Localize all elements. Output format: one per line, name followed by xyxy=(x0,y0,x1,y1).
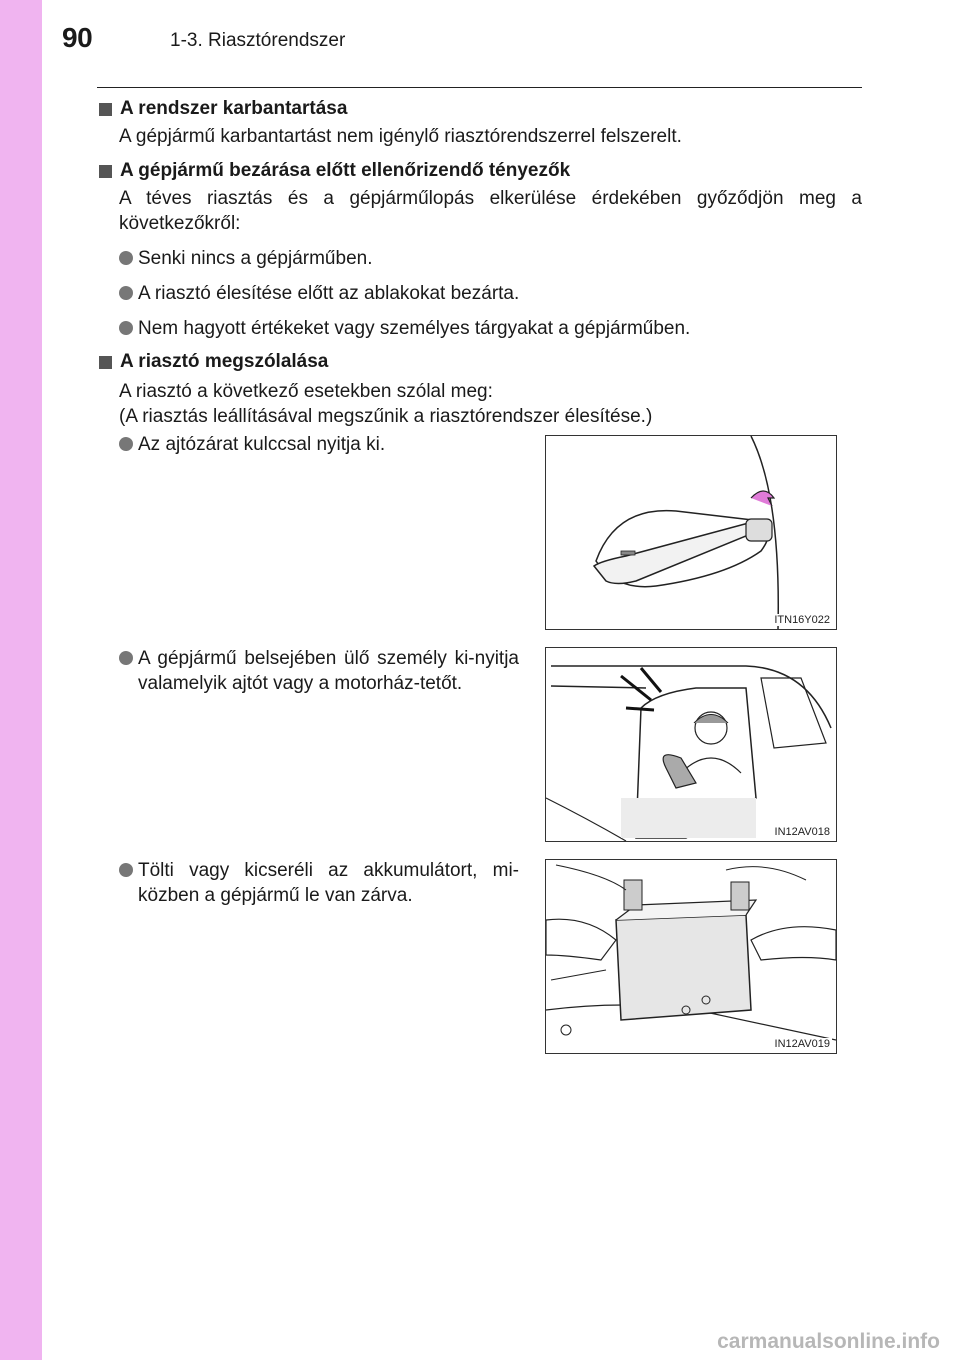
circle-bullet-icon xyxy=(119,437,133,451)
section-text: (A riasztás leállításával megszűnik a riasztórendszer élesítése.) xyxy=(119,406,653,427)
section-text: A téves riasztás és a gépjárműlopás elkerülése érdekében győződjön meg a következőkről: xyxy=(119,188,862,234)
page-number: 90 xyxy=(62,22,93,53)
battery-illustration xyxy=(546,860,836,1053)
figure-bullet-2: A gépjármű belsejében ülő személy ki-nyitja valamelyik ajtót vagy a motorház-tetőt. xyxy=(119,646,519,696)
figure-bullet-3: Tölti vagy kicseréli az akkumulátort, mi-közben a gépjármű le van zárva. xyxy=(119,858,519,908)
list-item: Senki nincs a gépjárműben. xyxy=(119,246,862,271)
opened-door-illustration xyxy=(546,648,836,841)
main-content xyxy=(97,96,862,429)
figure-door-handle xyxy=(545,435,837,630)
list-item: A riasztó élesítése előtt az ablakokat bezárta. xyxy=(119,281,862,306)
list-item: Nem hagyott értékeket vagy személyes tárgyakat a gépjárműben. xyxy=(119,316,862,341)
watermark: carmanualsonline.info xyxy=(717,1330,940,1353)
header-divider xyxy=(97,87,862,88)
figure-opened-door xyxy=(545,647,837,842)
section-title: A riasztó megszólalása xyxy=(97,349,862,375)
section-text: A riasztó a következő esetekben szólal meg: xyxy=(119,381,493,402)
figure-bullet-1: Az ajtózárat kulccsal nyitja ki. xyxy=(119,432,519,457)
circle-bullet-icon xyxy=(119,286,133,300)
circle-bullet-icon xyxy=(119,251,133,265)
square-bullet-icon xyxy=(99,103,112,116)
side-color-band xyxy=(0,0,42,1360)
circle-bullet-icon xyxy=(119,863,133,877)
figure-battery xyxy=(545,859,837,1054)
section-title: A rendszer karbantartása xyxy=(97,96,862,122)
section-title: A gépjármű bezárása előtt ellenőrizendő tényezők xyxy=(97,158,862,184)
figure-code: IN12AV018 xyxy=(774,826,830,838)
door-handle-illustration xyxy=(546,436,836,629)
circle-bullet-icon xyxy=(119,651,133,665)
figure-code: IN12AV019 xyxy=(774,1038,830,1050)
chapter-title: 1-3. Riasztórendszer xyxy=(170,30,346,51)
figure-code: ITN16Y022 xyxy=(774,614,830,626)
square-bullet-icon xyxy=(99,356,112,369)
square-bullet-icon xyxy=(99,165,112,178)
circle-bullet-icon xyxy=(119,321,133,335)
section-text: A gépjármű karbantartást nem igénylő riasztórendszerrel felszerelt. xyxy=(119,126,682,147)
